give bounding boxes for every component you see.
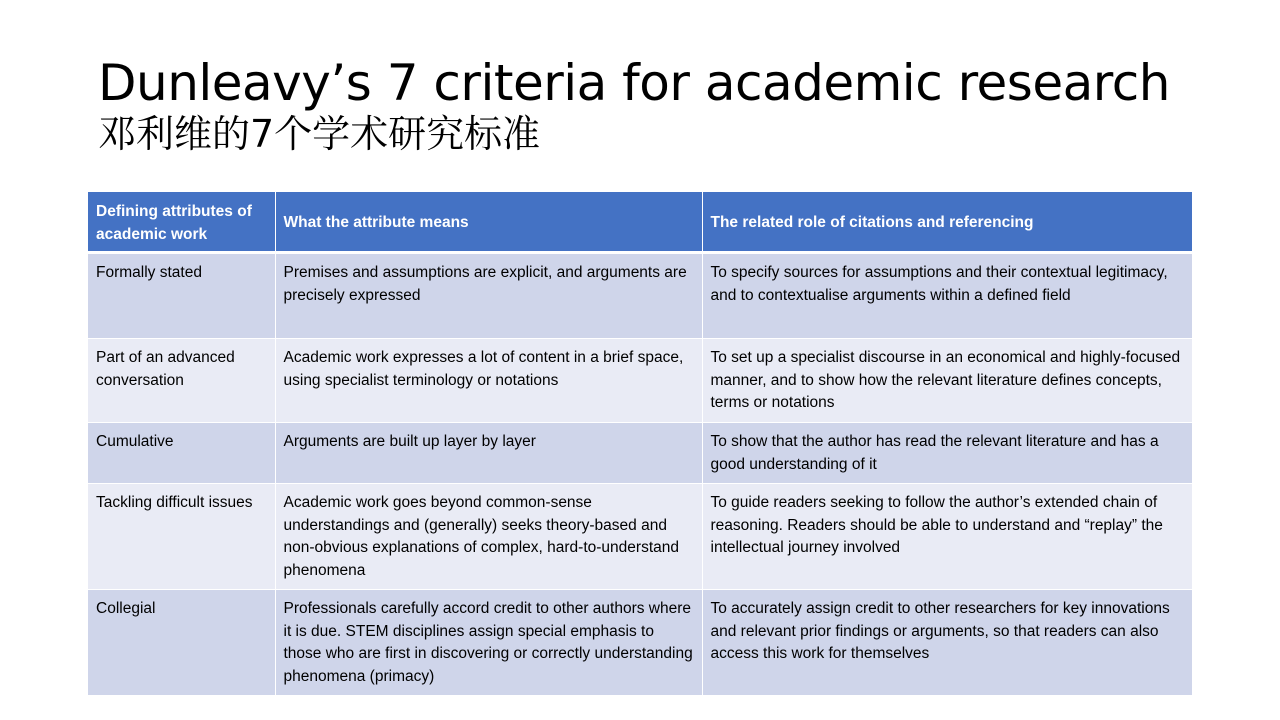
table-row [88,423,1192,484]
cell-attribute: Collegial [88,590,275,696]
cell-attribute: Cumulative [88,423,275,484]
cell-attribute: Tackling difficult issues [88,484,275,590]
title-block [98,54,1198,156]
table-row [88,590,1192,696]
header-attributes: Defining attributes of academic work [88,192,275,253]
cell-role: To specify sources for assumptions and their contextual legitimacy, and to contextualise arguments within a defined field [702,253,1192,339]
table-header-row [88,192,1192,253]
criteria-table [88,192,1192,696]
header-meaning: What the attribute means [275,192,702,253]
cell-role: To set up a specialist discourse in an economical and highly-focused manner, and to show how the relevant literature defines concepts, terms or notations [702,339,1192,423]
cell-role: To accurately assign credit to other researchers for key innovations and relevant prior findings or arguments, so that readers can also access this work for themselves [702,590,1192,696]
cell-meaning: Premises and assumptions are explicit, and arguments are precisely expressed [275,253,702,339]
cell-attribute: Formally stated [88,253,275,339]
cell-meaning: Academic work expresses a lot of content in a brief space, using specialist terminology or notations [275,339,702,423]
header-role: The related role of citations and referencing [702,192,1192,253]
cell-meaning: Professionals carefully accord credit to other authors where it is due. STEM disciplines assign special emphasis to those who are first in discovering or correctly understanding phenomena (primacy) [275,590,702,696]
cell-meaning: Arguments are built up layer by layer [275,423,702,484]
page-title: Dunleavy’s 7 criteria for academic research [98,54,1170,112]
table-row [88,339,1192,423]
table-row [88,484,1192,590]
cell-attribute: Part of an advanced conversation [88,339,275,423]
cell-role: To guide readers seeking to follow the author’s extended chain of reasoning. Readers should be able to understand and “replay” the intellectual journey involved [702,484,1192,590]
cell-meaning: Academic work goes beyond common-sense understandings and (generally) seeks theory-based and non-obvious explanations of complex, hard-to-understand phenomena [275,484,702,590]
table-row [88,253,1192,339]
page-subtitle-chinese: 邓利维的7个学术研究标准 [98,112,541,156]
cell-role: To show that the author has read the relevant literature and has a good understanding of it [702,423,1192,484]
